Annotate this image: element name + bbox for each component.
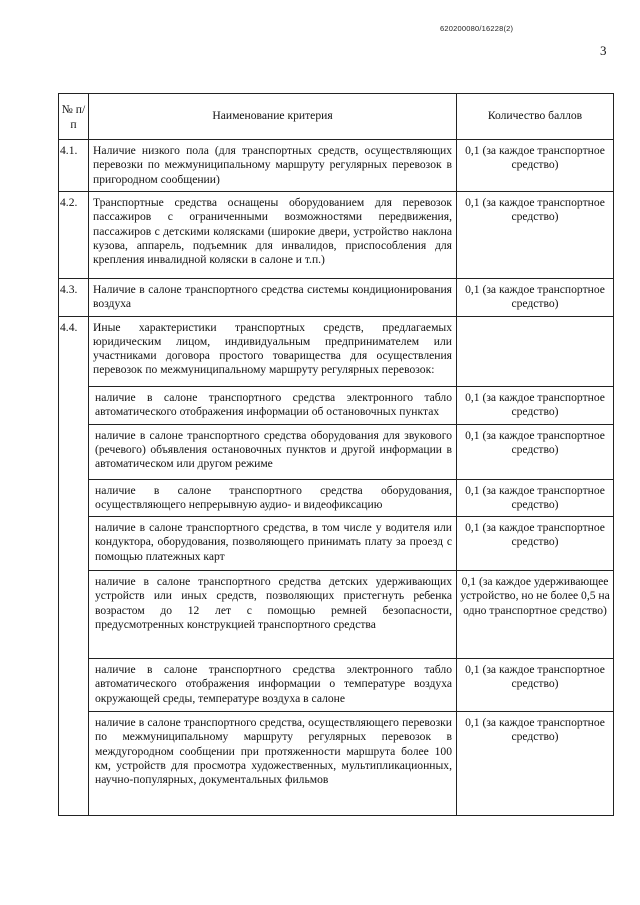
subcriterion-row [59,712,614,816]
column-header-number: № п/п [59,94,89,140]
row-number: 4.3. [59,279,89,317]
criterion-text: Наличие низкого пола (для транспортных средств, осуществляющих перевозки по межмуниципальному маршруту регулярных перевозок в пригородном сообщении) [89,140,457,192]
subcriterion-text: наличие в салоне транспортного средства, в том числе у водителя или кондуктора, оборудования, позволяющего принимать плату за проезд с помощью платежных карт [89,517,457,571]
criterion-text: Транспортные средства оснащены оборудованием для перевозок пассажиров с ограниченными возможностями передвижения, пассажиров с детскими колясками (широкие двери, устройство наклона кузова, аппарель, подъемник для инвалидов, приспособления для крепления инвалидной коляски в салоне и т.п.) [89,192,457,279]
subcriterion-text: наличие в салоне транспортного средства детских удерживающих устройств или иных средств, позволяющих пристегнуть ребенка возрастом до 12 лет с помощью ремней безопасности, предусмотренных конструкцией транспортного средства [89,571,457,659]
criterion-text: Наличие в салоне транспортного средства системы кондиционирования воздуха [89,279,457,317]
subcriterion-text: наличие в салоне транспортного средства электронного табло автоматического отображения информации о температуре воздуха окружающей среды, температуре воздуха в салоне [89,659,457,712]
points-value: 0,1 (за каждое транспортное средство) [457,712,614,816]
row-number: 4.2. [59,192,89,279]
column-header-points: Количество баллов [457,94,614,140]
subcriterion-text: наличие в салоне транспортного средства оборудования, осуществляющего непрерывную аудио- и видеофиксацию [89,479,457,517]
subcriterion-row [59,571,614,659]
subcriterion-row [59,424,614,479]
points-value: 0,1 (за каждое удерживающее устройство, но не более 0,5 на одно транспортное средство) [457,571,614,659]
subcriterion-row [59,517,614,571]
table-row [59,279,614,317]
subcriterion-row [59,386,614,424]
subcriterion-text: наличие в салоне транспортного средства оборудования для звукового (речевого) объявления остановочных пунктов и другой информации в автоматическом или другом режиме [89,424,457,479]
points-value: 0,1 (за каждое транспортное средство) [457,386,614,424]
points-value: 0,1 (за каждое транспортное средство) [457,517,614,571]
table-header-row [59,94,614,140]
points-value: 0,1 (за каждое транспортное средство) [457,279,614,317]
document-id: 620200080/16228(2) [440,24,514,33]
row-number: 4.1. [59,140,89,192]
subcriterion-text: наличие в салоне транспортного средства, осуществляющего перевозки по межмуниципальному маршруту регулярных перевозок в междугородном сообщении при протяженности маршрута более 100 км, устройств для просмотра художественных, мультипликационных, научно-популярных, документальных фильмов [89,712,457,816]
points-value: 0,1 (за каждое транспортное средство) [457,659,614,712]
points-value: 0,1 (за каждое транспортное средство) [457,424,614,479]
subcriterion-row [59,479,614,517]
points-value: 0,1 (за каждое транспортное средство) [457,140,614,192]
subcriterion-row [59,659,614,712]
points-value [457,316,614,386]
subcriterion-text: наличие в салоне транспортного средства электронного табло автоматического отображения информации об остановочных пунктах [89,386,457,424]
column-header-criterion: Наименование критерия [89,94,457,140]
table-row [59,316,614,386]
criteria-table [58,93,614,816]
criterion-text: Иные характеристики транспортных средств, предлагаемых юридическим лицом, индивидуальным предпринимателем или участниками договора простого товарищества для осуществления перевозок по межмуниципальному маршруту регулярных перевозок: [89,316,457,386]
points-value: 0,1 (за каждое транспортное средство) [457,192,614,279]
table-row [59,192,614,279]
row-number: 4.4. [59,316,89,816]
page-number: 3 [600,43,607,58]
table-row [59,140,614,192]
points-value: 0,1 (за каждое транспортное средство) [457,479,614,517]
